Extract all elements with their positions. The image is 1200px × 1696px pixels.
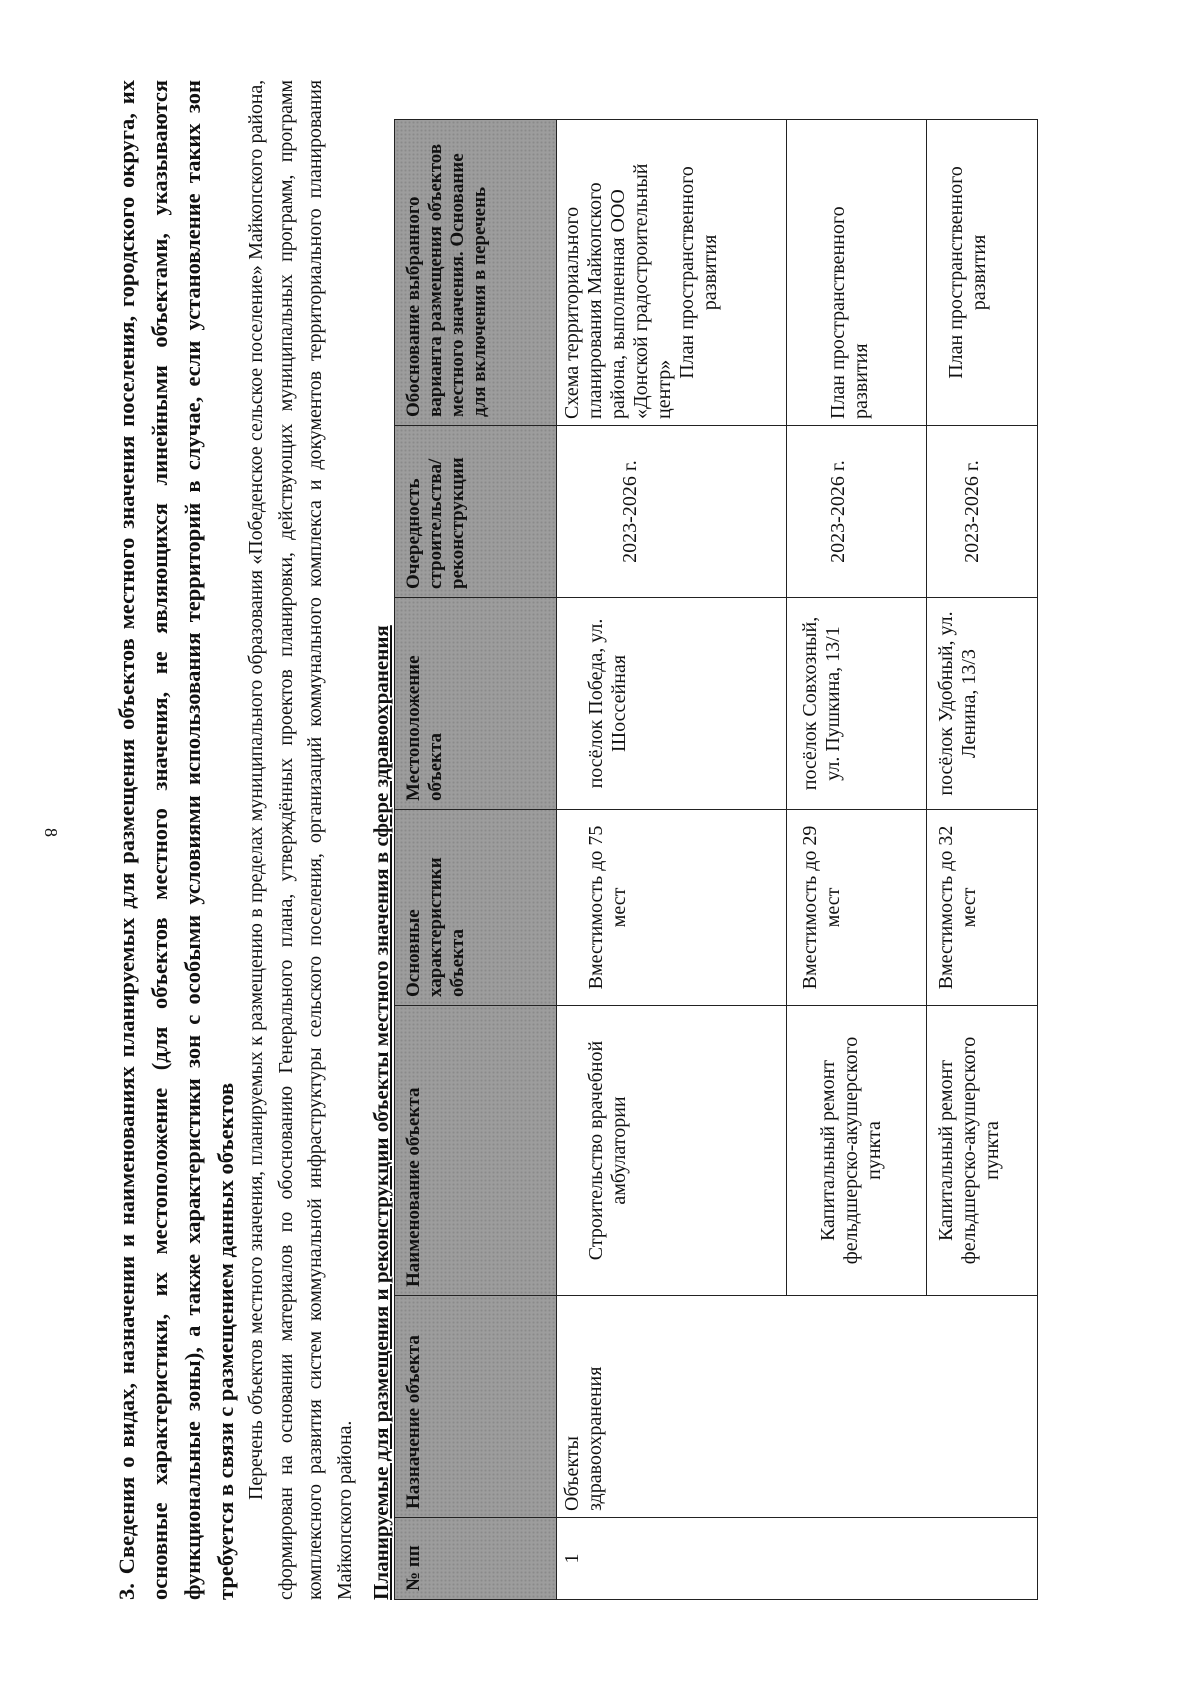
cell-object-name: Капитальный ремонт фельдшерско-акушерского пункта: [786, 1006, 927, 1296]
intro-paragraph: Перечень объектов местного значения, планируемых к размещению в пределах муниципального образования «Победенское сельское поселение» Майкопского района, сформирован на основании материалов по обоснованию Генерального плана, утверждённых проектов планировки, действующих муниципальных программ, программ комплексного развития систем коммунальной инфраструктуры сельского поселения, организаций коммунального комплекса и документов территориального планирования Майкопского района.: [245, 80, 356, 1600]
cell-characteristics: Вместимость до 75 мест: [557, 810, 787, 1006]
cell-stage: 2023-2026 г.: [786, 426, 927, 598]
header-number: № пп: [395, 1518, 557, 1600]
cell-justification: [557, 120, 787, 426]
cell-stage: 2023-2026 г.: [557, 426, 787, 598]
cell-location: посёлок Совхозный, ул. Пушкина, 13/1: [786, 598, 927, 810]
header-characteristics: Основные характеристики объекта: [395, 810, 557, 1006]
cell-purpose: Объекты здравоохранения: [557, 1296, 1038, 1518]
page-number: 8: [41, 828, 61, 837]
cell-characteristics: Вместимость до 29 мест: [786, 810, 927, 1006]
objects-table: [394, 119, 1038, 1600]
table-header-row: [395, 120, 557, 1600]
section-heading: 3. Сведения о видах, назначении и наименованиях планируемых для размещения объектов местного значения поселения, городского округа, их основные характеристики, их местоположение (для объектов местного значения, не являющихся линейными объектами, указываются функциональные зоны), а также характеристики зон с особыми условиями использования территорий в случае, если установление таких зон требуется в связи с размещением данных объектов: [114, 80, 238, 1600]
cell-object-name: Строительство врачебной амбулатории: [557, 1006, 787, 1296]
header-stage: Очередность строительства/ реконструкции: [395, 426, 557, 598]
cell-location: посёлок Победа, ул. Шоссейная: [557, 598, 787, 810]
cell-justification: План пространственного развития: [927, 120, 1038, 426]
justification-main: Схема территориального планирования Майкопского района, выполненная ООО «Донской градостроительный центр»: [561, 163, 675, 419]
header-purpose: Назначение объекта: [395, 1296, 557, 1518]
cell-justification: План пространственного развития: [786, 120, 927, 426]
cell-number: 1: [557, 1518, 1038, 1600]
cell-characteristics: Вместимость до 32 мест: [927, 810, 1038, 1006]
cell-location: посёлок Удобный, ул. Ленина, 13/3: [927, 598, 1038, 810]
rotated-page-content: [110, 80, 1050, 1600]
header-justification: Обоснование выбранного варианта размещения объектов местного значения. Основание для включения в перечень: [395, 120, 557, 426]
table-title: Планируемые для размещения и реконструкции объекты местного значения в сфере здравоохранения: [369, 625, 393, 1600]
header-location: Местоположение объекта: [395, 598, 557, 810]
table-row: [557, 120, 787, 1600]
cell-stage: 2023-2026 г.: [927, 426, 1038, 598]
justification-extra: План пространственного развития: [676, 166, 721, 379]
cell-object-name: Капитальный ремонт фельдшерско-акушерского пункта: [927, 1006, 1038, 1296]
header-name: Наименование объекта: [395, 1006, 557, 1296]
